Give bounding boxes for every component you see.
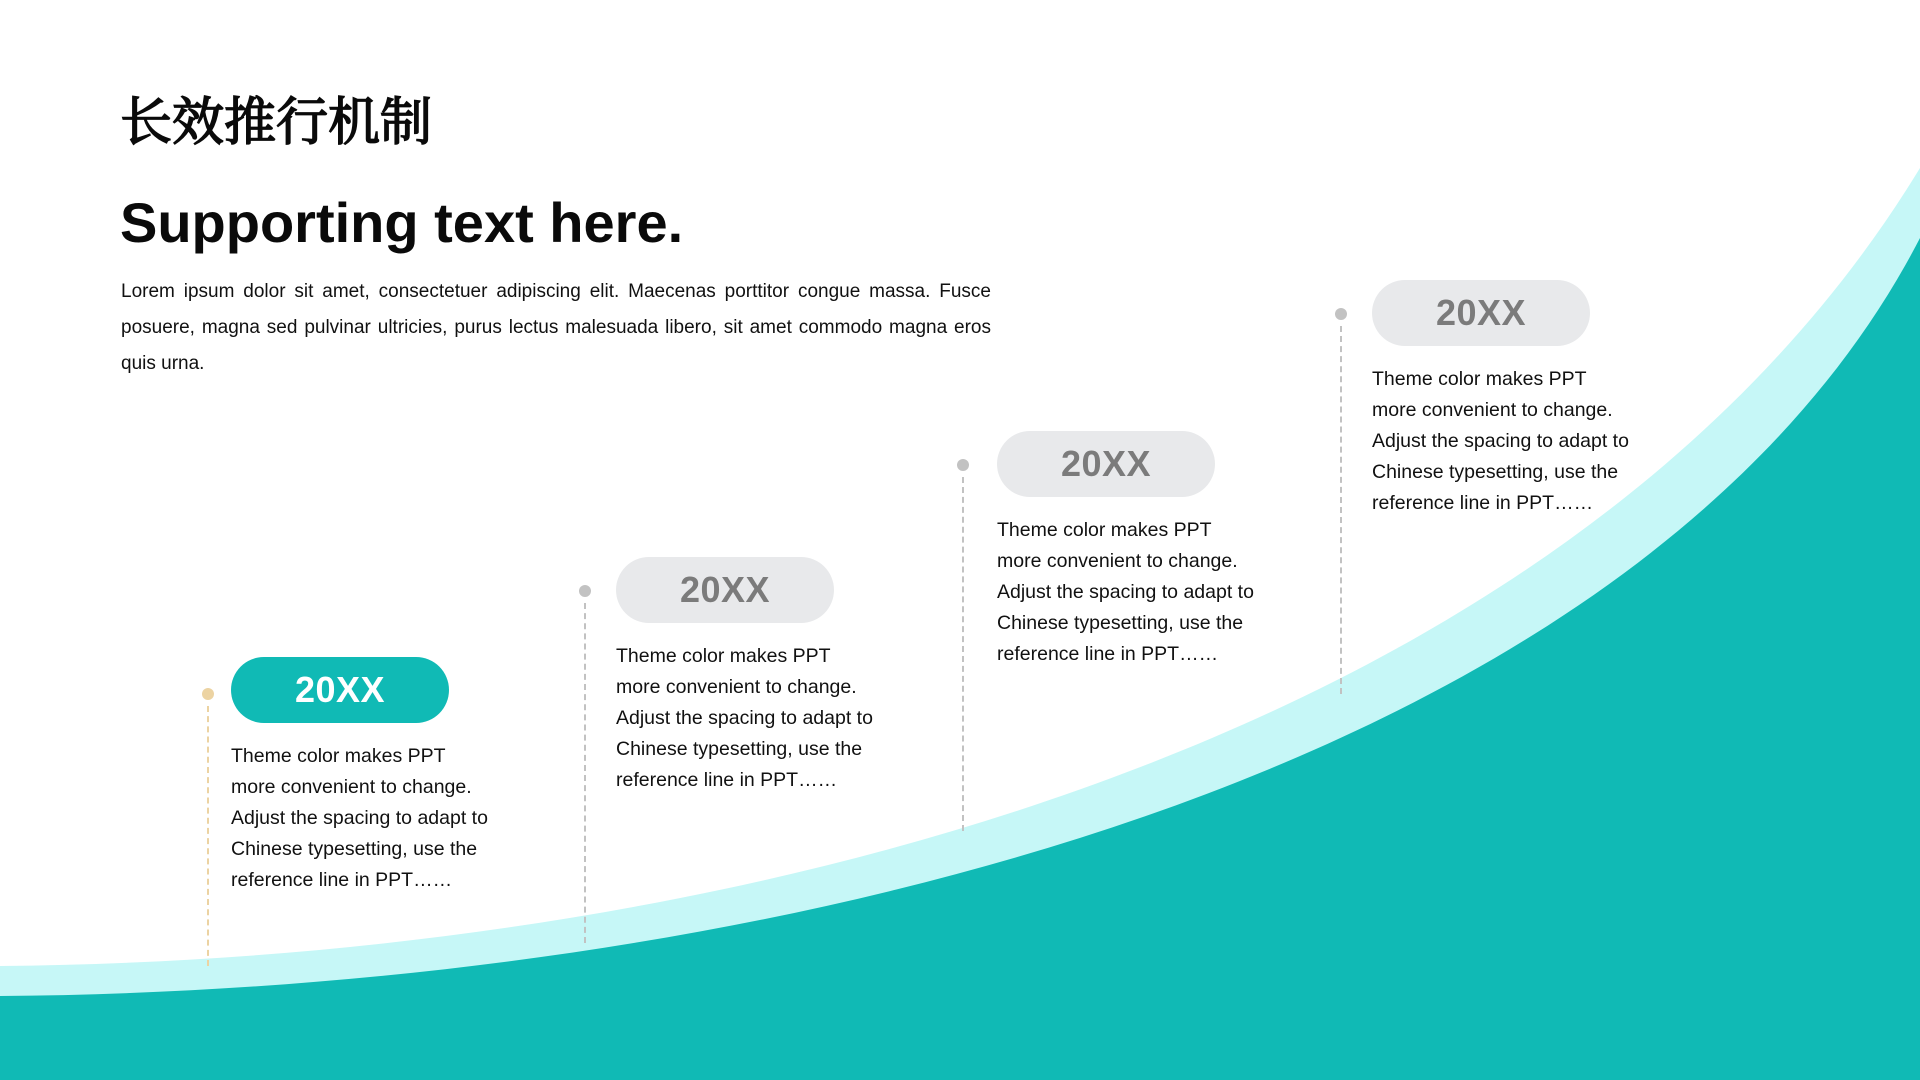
timeline-guide-4 [1335, 308, 1347, 694]
guide-dot [202, 688, 214, 700]
guide-dot [1335, 308, 1347, 320]
year-badge: 20XX [231, 657, 449, 723]
step-description: Theme color makes PPT more convenient to change. Adjust the spacing to adapt to Chinese typesetting, use the reference line in PPT…… [1372, 368, 1629, 514]
guide-dashed-line [207, 706, 209, 966]
slide-title: 长效推行机制 [120, 93, 433, 153]
guide-dashed-line [584, 603, 586, 943]
timeline-guide-1 [202, 688, 214, 966]
guide-dashed-line [1340, 326, 1342, 694]
year-badge: 20XX [997, 431, 1215, 497]
step-description: Theme color makes PPT more convenient to change. Adjust the spacing to adapt to Chinese typesetting, use the reference line in PPT…… [231, 745, 488, 891]
timeline-guide-2 [579, 585, 591, 943]
slide-body-text: Lorem ipsum dolor sit amet, consectetuer adipiscing elit. Maecenas porttitor congue massa. Fusce posuere, magna sed pulvinar ultricies, purus lectus malesuada libero, sit amet commodo magna eros quis urna. [121, 281, 991, 374]
year-badge: 20XX [616, 557, 834, 623]
guide-dot [957, 459, 969, 471]
slide-subtitle: Supporting text here. [120, 191, 684, 254]
guide-dashed-line [962, 477, 964, 831]
step-description: Theme color makes PPT more convenient to change. Adjust the spacing to adapt to Chinese typesetting, use the reference line in PPT…… [997, 519, 1254, 665]
year-badge: 20XX [1372, 280, 1590, 346]
timeline-guide-3 [957, 459, 969, 831]
guide-dot [579, 585, 591, 597]
step-description: Theme color makes PPT more convenient to change. Adjust the spacing to adapt to Chinese typesetting, use the reference line in PPT…… [616, 645, 873, 791]
